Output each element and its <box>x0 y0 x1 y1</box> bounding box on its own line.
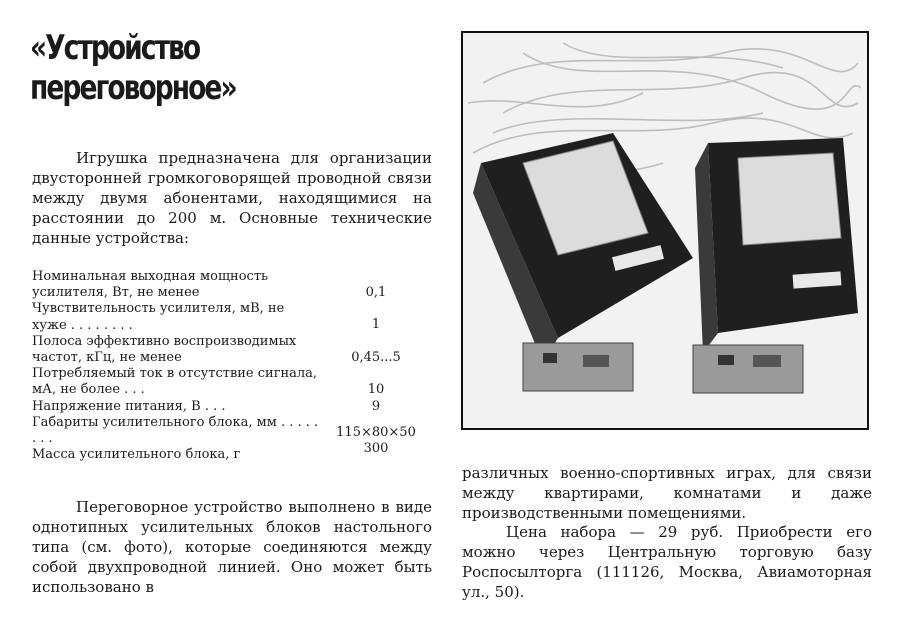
spec-label: Масса усилительного блока, г <box>32 447 241 463</box>
spec-row <box>32 301 432 333</box>
title-line-2: переговорное» <box>30 68 236 108</box>
spec-row <box>32 441 432 463</box>
spec-label: Габариты усилительного блока, мм . . . . . . . . <box>32 414 319 447</box>
intercom-photo <box>461 31 869 430</box>
intercom-unit-right <box>695 138 858 353</box>
intercom-illustration <box>463 33 867 428</box>
price-paragraph: Цена набора — 29 руб. Приобрести его можно через Центральную торговую базу Роспосылторга (111126, Москва, Авиамоторная ул., 50). <box>462 523 872 601</box>
spec-value: 9 <box>371 398 381 414</box>
spec-label: Напряжение питания, В . . . <box>32 398 226 414</box>
circuit-boards <box>523 343 803 393</box>
spec-label: Полоса эффективно воспроизводимых частот, кГц, не менее <box>32 333 297 366</box>
spec-value: 300 <box>363 441 389 457</box>
spec-label: Чувствительность усилителя, мВ, не хуже . . . . . . . . <box>32 301 285 333</box>
spec-label: Потребляемый ток в отсутствие сигнала, мА, не более . . . <box>32 366 318 398</box>
article-title <box>30 28 236 108</box>
continuation-paragraph: различных военно-спортивных играх, для связи между квартирами, комнатами и даже производственными помещениями. <box>462 464 872 522</box>
specs-table <box>32 269 432 463</box>
spec-value: 115×80×50 <box>336 424 416 440</box>
intercom-unit-left <box>473 133 693 363</box>
description-paragraph: Переговорное устройство выполнено в виде однотипных усилительных блоков настольного типа (см. фото), которые соединяются между собой двухпроводной линией. Оно может быть использовано в <box>32 498 432 596</box>
spec-value: 1 <box>371 317 381 333</box>
spec-row <box>32 334 432 366</box>
title-line-1: «Устройство <box>30 28 200 68</box>
spec-row <box>32 269 432 301</box>
spec-value: 0,1 <box>365 285 387 300</box>
spec-row <box>32 366 432 398</box>
spec-label: Номинальная выходная мощность усилителя, Вт, не менее <box>32 269 269 301</box>
spec-value: 0,45...5 <box>351 349 401 365</box>
spec-row <box>32 399 432 415</box>
spec-value: 10 <box>367 382 385 398</box>
intro-paragraph: Игрушка предназначена для организации двусторонней громкоговорящей проводной связи между двумя абонентами, находящимися на расстоянии до 200 м. Основные технические данные устройства: <box>32 149 432 247</box>
